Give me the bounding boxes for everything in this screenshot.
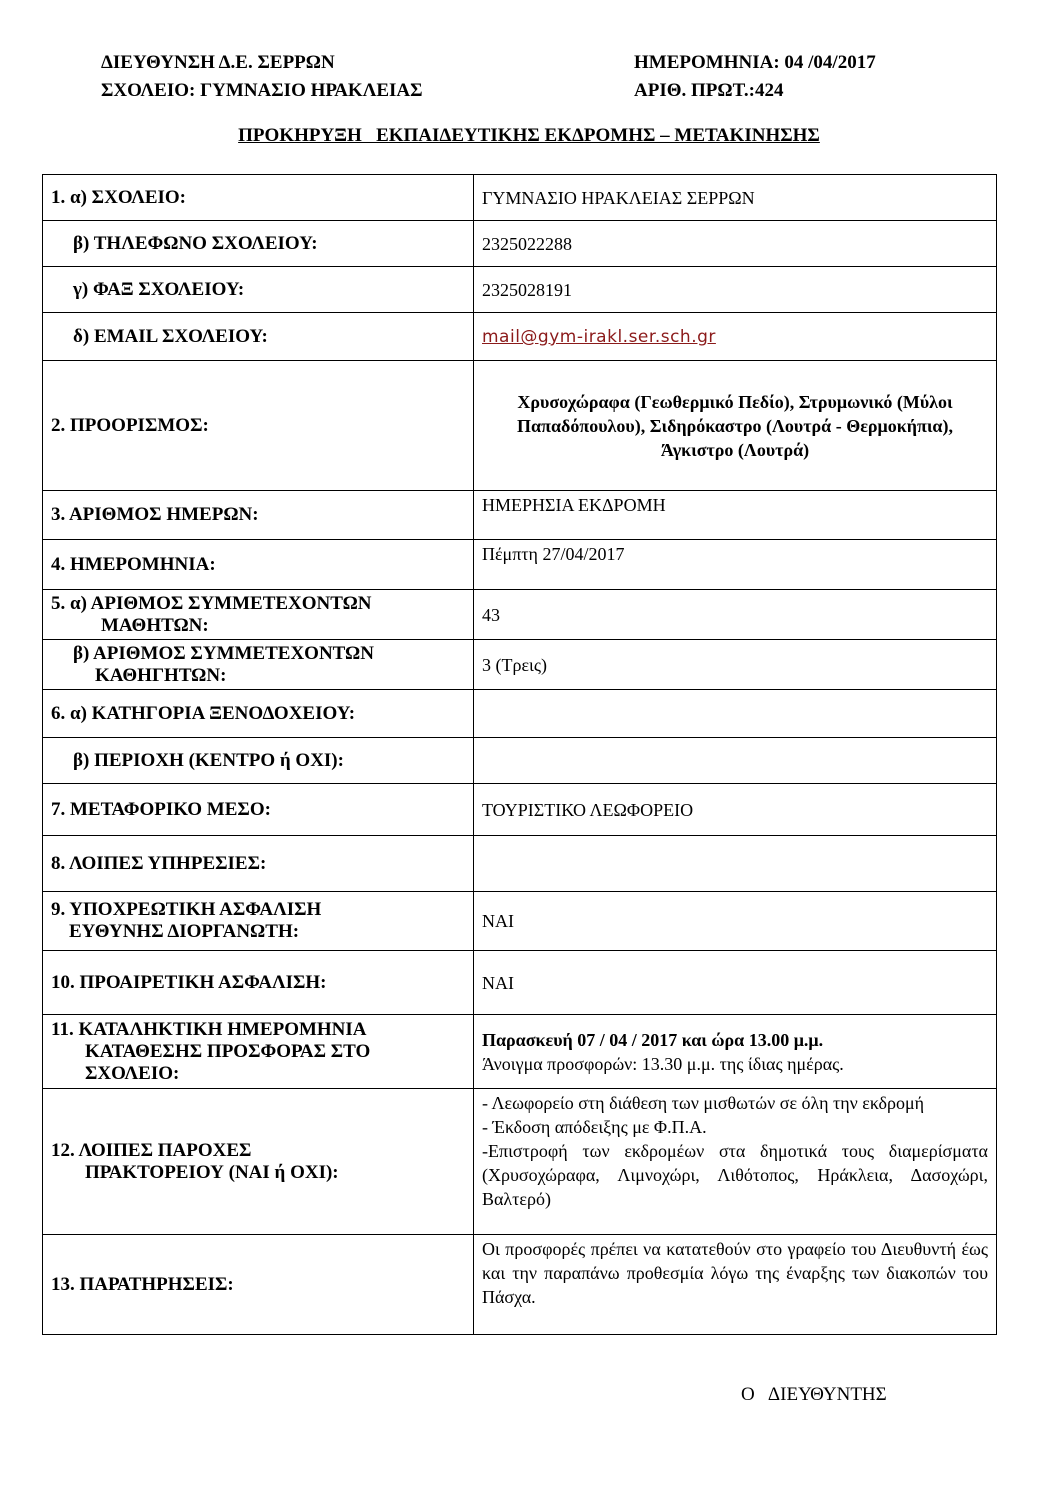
- table-row-destination: [43, 361, 997, 491]
- row-label: 4. ΗΜΕΡΟΜΗΝΙΑ:: [43, 540, 474, 590]
- row-label: δ) EMAIL ΣΧΟΛΕΙΟΥ:: [43, 313, 474, 361]
- table-row-date: [43, 540, 997, 590]
- row-label: 10. ΠΡΟΑΙΡΕΤΙΚΗ ΑΣΦΑΛΙΣΗ:: [43, 951, 474, 1015]
- offers-opening-time: Άνοιγμα προσφορών: 13.30 μ.μ. της ίδιας ημέρας.: [482, 1053, 844, 1074]
- email-link[interactable]: mail@gym-irakl.ser.sch.gr: [482, 327, 716, 347]
- signature-title: Ο ΔΙΕΥΘΥΝΤΗΣ: [741, 1384, 887, 1405]
- row-value: ΝΑΙ: [474, 951, 997, 1015]
- table-row-phone: [43, 221, 997, 267]
- list-item: - Λεωφορείο στη διάθεση των μισθωτών σε όλη την εκδρομή: [482, 1093, 925, 1113]
- protocol-number: ΑΡΙΘ. ΠΡΩΤ.:424: [634, 80, 784, 101]
- announcement-table: [42, 174, 997, 1335]
- table-row-remarks: [43, 1235, 997, 1335]
- row-label: 5. α) ΑΡΙΘΜΟΣ ΣΥΜΜΕΤΕΧΟΝΤΩΝ: [51, 592, 372, 614]
- row-label: 9. ΥΠΟΧΡΕΩΤΙΚΗ ΑΣΦΑΛΙΣΗ: [51, 899, 322, 920]
- row-value: [474, 836, 997, 892]
- row-value: 43: [474, 590, 997, 640]
- table-row-agency: [43, 1089, 997, 1235]
- row-label: 6. α) ΚΑΤΗΓΟΡΙΑ ΞΕΝΟΔΟΧΕΙΟΥ:: [43, 690, 474, 738]
- row-value: 2325028191: [474, 267, 997, 313]
- row-label: 3. ΑΡΙΘΜΟΣ ΗΜΕΡΩΝ:: [43, 491, 474, 540]
- table-row-transport: [43, 784, 997, 836]
- list-item: - Έκδοση απόδειξης με Φ.Π.Α.: [482, 1117, 707, 1137]
- table-row-fax: [43, 267, 997, 313]
- row-label: ΕΥΘΥΝΗΣ ΔΙΟΡΓΑΝΩΤΗ:: [69, 921, 300, 942]
- row-value: [474, 690, 997, 738]
- table-row-hotel: [43, 690, 997, 738]
- row-value: ΤΟΥΡΙΣΤΙΚΟ ΛΕΩΦΟΡΕΙΟ: [474, 784, 997, 836]
- row-label: 8. ΛΟΙΠΕΣ ΥΠΗΡΕΣΙΕΣ:: [43, 836, 474, 892]
- list-item: -Επιστροφή των εκδρομέων στα δημοτικά τους διαμερίσματα (Χρυσοχώραφα, Λιμνοχώρι, Λιθότοπος, Ηράκλεια, Δασοχώρι, Βαλτερό): [482, 1141, 988, 1209]
- row-value: Πέμπτη 27/04/2017: [474, 540, 997, 590]
- school-name-header: ΣΧΟΛΕΙΟ: ΓΥΜΝΑΣΙΟ ΗΡΑΚΛΕΙΑΣ: [101, 80, 423, 101]
- row-label: ΜΑΘΗΤΩΝ:: [101, 614, 209, 636]
- row-value: ΝΑΙ: [474, 892, 997, 951]
- table-row-area: [43, 738, 997, 784]
- directorate-name: ΔΙΕΥΘΥΝΣΗ Δ.Ε. ΣΕΡΡΩΝ: [101, 52, 335, 73]
- page-title: ΠΡΟΚΗΡΥΞΗ ΕΚΠΑΙΔΕΥΤΙΚΗΣ ΕΚΔΡΟΜΗΣ – ΜΕΤΑΚΙΝΗΣΗΣ: [238, 125, 820, 146]
- row-value: [474, 738, 997, 784]
- row-label: 1. α) ΣΧΟΛΕΙΟ:: [43, 175, 474, 221]
- header-right: [634, 49, 876, 105]
- table-row-days: [43, 491, 997, 540]
- table-row-teachers: [43, 640, 997, 690]
- row-label: ΚΑΤΑΘΕΣΗΣ ΠΡΟΣΦΟΡΑΣ ΣΤΟ: [85, 1040, 371, 1062]
- row-label: ΣΧΟΛΕΙΟ:: [85, 1062, 180, 1084]
- row-label: 7. ΜΕΤΑΦΟΡΙΚΟ ΜΕΣΟ:: [43, 784, 474, 836]
- row-value: 2325022288: [474, 221, 997, 267]
- row-label: 11. ΚΑΤΑΛΗΚΤΙΚΗ ΗΜΕΡΟΜΗΝΙΑ: [51, 1018, 367, 1040]
- row-label: 2. ΠΡΟΟΡΙΣΜΟΣ:: [43, 361, 474, 491]
- table-row-email: [43, 313, 997, 361]
- row-value: Οι προσφορές πρέπει να κατατεθούν στο γραφείο του Διευθυντή έως και την παραπάνω προθεσμία λόγω της έναρξης των διακοπών του Πάσχα.: [474, 1235, 997, 1335]
- row-label: β) ΑΡΙΘΜΟΣ ΣΥΜΜΕΤΕΧΟΝΤΩΝ: [73, 642, 374, 664]
- table-row-deadline: [43, 1015, 997, 1089]
- row-label: ΚΑΘΗΓΗΤΩΝ:: [95, 664, 227, 686]
- table-row-insurance-mandatory: [43, 892, 997, 951]
- row-label: β) ΤΗΛΕΦΩΝΟ ΣΧΟΛΕΙΟΥ:: [43, 221, 474, 267]
- table-row-school: [43, 175, 997, 221]
- table-row-students: [43, 590, 997, 640]
- row-value: Χρυσοχώραφα (Γεωθερμικό Πεδίο), Στρυμωνικό (Μύλοι Παπαδόπουλου), Σιδηρόκαστρο (Λουτρά - Θερμοκήπια), Άγκιστρο (Λουτρά): [474, 361, 997, 491]
- row-label: β) ΠΕΡΙΟΧΗ (ΚΕΝΤΡΟ ή ΟΧΙ):: [43, 738, 474, 784]
- document-date: ΗΜΕΡΟΜΗΝΙΑ: 04 /04/2017: [634, 52, 876, 73]
- row-value: 3 (Τρεις): [474, 640, 997, 690]
- row-value: ΗΜΕΡΗΣΙΑ ΕΚΔΡΟΜΗ: [474, 491, 997, 540]
- row-label: ΠΡΑΚΤΟΡΕΙΟΥ (ΝΑΙ ή ΟΧΙ):: [85, 1161, 339, 1183]
- row-label: γ) ΦΑΞ ΣΧΟΛΕΙΟΥ:: [43, 267, 474, 313]
- table-row-insurance-optional: [43, 951, 997, 1015]
- row-value: ΓΥΜΝΑΣΙΟ ΗΡΑΚΛΕΙΑΣ ΣΕΡΡΩΝ: [474, 175, 997, 221]
- header-left: [101, 49, 423, 105]
- row-label: 12. ΛΟΙΠΕΣ ΠΑΡΟΧΕΣ: [51, 1139, 252, 1161]
- row-label: 13. ΠΑΡΑΤΗΡΗΣΕΙΣ:: [43, 1235, 474, 1335]
- deadline-datetime: Παρασκευή 07 / 04 / 2017 και ώρα 13.00 μ.μ.: [482, 1029, 824, 1050]
- table-row-services: [43, 836, 997, 892]
